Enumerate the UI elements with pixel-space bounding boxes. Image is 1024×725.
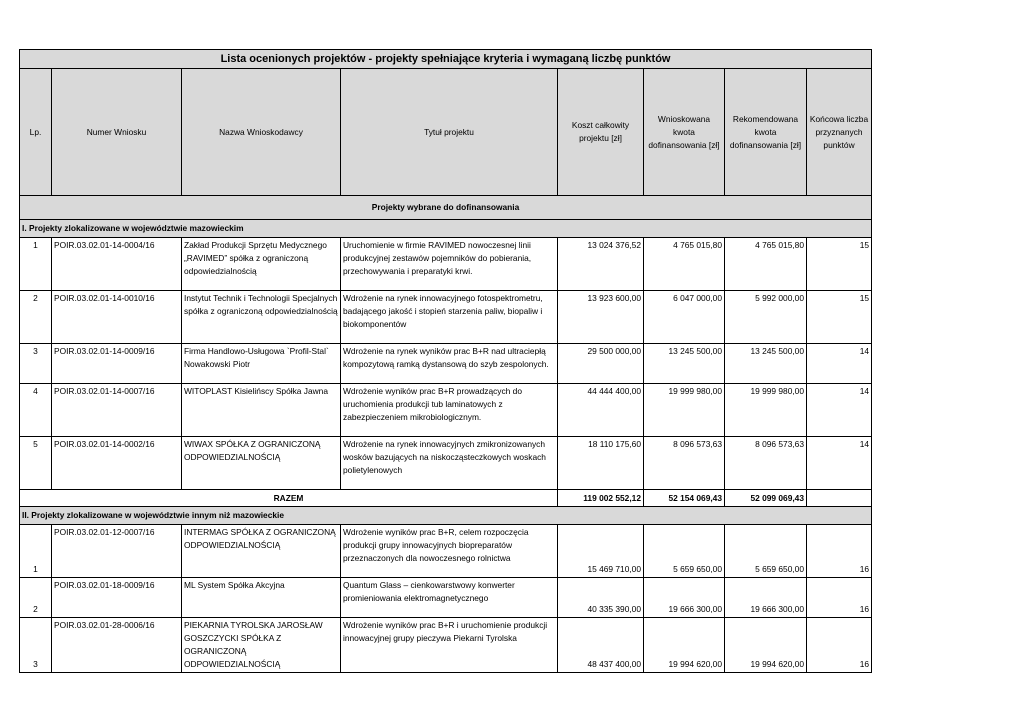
cell-wnioskowana: 5 659 650,00 <box>644 525 725 578</box>
cell-koszt: 44 444 400,00 <box>558 384 644 437</box>
header-numer: Numer Wniosku <box>52 69 182 196</box>
cell-rekomendowana: 4 765 015,80 <box>725 238 807 291</box>
table-row <box>20 618 872 673</box>
total-koszt: 119 002 552,12 <box>558 490 644 507</box>
cell-wnioskowana: 13 245 500,00 <box>644 344 725 384</box>
cell-nazwa: Instytut Technik i Technologii Specjalnych spółka z ograniczoną odpowiedzialnością <box>182 291 341 344</box>
cell-nazwa: WIWAX SPÓŁKA Z OGRANICZONĄ ODPOWIEDZIALNOŚCIĄ <box>182 437 341 490</box>
cell-numer: POIR.03.02.01-14-0004/16 <box>52 238 182 291</box>
subtitle-row <box>20 196 872 220</box>
cell-nazwa: Firma Handlowo-Usługowa `Profil-Stal` Nowakowski Piotr <box>182 344 341 384</box>
cell-koszt: 15 469 710,00 <box>558 525 644 578</box>
cell-numer: POIR.03.02.01-14-0007/16 <box>52 384 182 437</box>
cell-punkty: 16 <box>807 525 872 578</box>
cell-numer: POIR.03.02.01-18-0009/16 <box>52 578 182 618</box>
cell-koszt: 18 110 175,60 <box>558 437 644 490</box>
header-nazwa: Nazwa Wnioskodawcy <box>182 69 341 196</box>
subtitle: Projekty wybrane do dofinansowania <box>20 196 872 220</box>
cell-rekomendowana: 5 992 000,00 <box>725 291 807 344</box>
title-row <box>20 50 872 69</box>
table-title: Lista ocenionych projektów - projekty spełniające kryteria i wymaganą liczbę punktów <box>20 50 872 69</box>
cell-koszt: 48 437 400,00 <box>558 618 644 673</box>
table-row <box>20 384 872 437</box>
table-row <box>20 437 872 490</box>
cell-rekomendowana: 19 994 620,00 <box>725 618 807 673</box>
cell-numer: POIR.03.02.01-14-0009/16 <box>52 344 182 384</box>
cell-tytul: Uruchomienie w firmie RAVIMED nowoczesnej linii produkcyjnej zestawów pojemników do pobierania, przechowywania i preparatyki krwi. <box>341 238 558 291</box>
cell-koszt: 13 923 600,00 <box>558 291 644 344</box>
cell-tytul: Quantum Glass – cienkowarstwowy konwerter promieniowania elektromagnetycznego <box>341 578 558 618</box>
cell-koszt: 13 024 376,52 <box>558 238 644 291</box>
cell-wnioskowana: 8 096 573,63 <box>644 437 725 490</box>
header-tytul: Tytuł projektu <box>341 69 558 196</box>
cell-lp: 4 <box>20 384 52 437</box>
table-row <box>20 238 872 291</box>
cell-tytul: Wdrożenie na rynek innowacyjnych zmikronizowanych wosków bazujących na niskocząsteczkowych woskach polietylenowych <box>341 437 558 490</box>
header-row <box>20 69 872 196</box>
cell-rekomendowana: 19 999 980,00 <box>725 384 807 437</box>
cell-wnioskowana: 6 047 000,00 <box>644 291 725 344</box>
cell-lp: 2 <box>20 291 52 344</box>
cell-punkty: 16 <box>807 578 872 618</box>
header-lp: Lp. <box>20 69 52 196</box>
table-row <box>20 578 872 618</box>
header-wnioskowana: Wnioskowana kwota dofinansowania [zł] <box>644 69 725 196</box>
cell-rekomendowana: 5 659 650,00 <box>725 525 807 578</box>
cell-rekomendowana: 19 666 300,00 <box>725 578 807 618</box>
cell-wnioskowana: 19 994 620,00 <box>644 618 725 673</box>
total-row <box>20 490 872 507</box>
section2-label: II. Projekty zlokalizowane w województwie innym niż mazowieckie <box>20 507 872 525</box>
cell-wnioskowana: 4 765 015,80 <box>644 238 725 291</box>
cell-numer: POIR.03.02.01-12-0007/16 <box>52 525 182 578</box>
total-rekomendowana: 52 099 069,43 <box>725 490 807 507</box>
cell-numer: POIR.03.02.01-14-0002/16 <box>52 437 182 490</box>
section1-label: I. Projekty zlokalizowane w województwie mazowieckim <box>20 220 872 238</box>
cell-tytul: Wdrożenie wyników prac B+R i uruchomienie produkcji innowacyjnej grupy pieczywa Piekarni Tyrolska <box>341 618 558 673</box>
cell-lp: 5 <box>20 437 52 490</box>
cell-lp: 3 <box>20 344 52 384</box>
cell-punkty: 15 <box>807 238 872 291</box>
cell-koszt: 29 500 000,00 <box>558 344 644 384</box>
cell-rekomendowana: 13 245 500,00 <box>725 344 807 384</box>
cell-punkty: 15 <box>807 291 872 344</box>
cell-koszt: 40 335 390,00 <box>558 578 644 618</box>
cell-nazwa: WITOPLAST Kisielińscy Spółka Jawna <box>182 384 341 437</box>
cell-nazwa: INTERMAG SPÓŁKA Z OGRANICZONĄ ODPOWIEDZIALNOŚCIĄ <box>182 525 341 578</box>
cell-punkty: 14 <box>807 384 872 437</box>
cell-tytul: Wdrożenie wyników prac B+R prowadzących do uruchomienia produkcji tub laminatowych z zabezpieczeniem mikrobiologicznym. <box>341 384 558 437</box>
cell-punkty: 14 <box>807 344 872 384</box>
cell-tytul: Wdrożenie wyników prac B+R, celem rozpoczęcia produkcji grupy innowacyjnych biopreparatów przeznaczonych dla nowoczesnego rolnictwa <box>341 525 558 578</box>
cell-lp: 3 <box>20 618 52 673</box>
header-punkty: Końcowa liczba przyznanych punktów <box>807 69 872 196</box>
cell-rekomendowana: 8 096 573,63 <box>725 437 807 490</box>
cell-nazwa: PIEKARNIA TYROLSKA JAROSŁAW GOSZCZYCKI SPÓŁKA Z OGRANICZONĄ ODPOWIEDZIALNOŚCIĄ <box>182 618 341 673</box>
total-punkty <box>807 490 872 507</box>
cell-numer: POIR.03.02.01-14-0010/16 <box>52 291 182 344</box>
table-row <box>20 291 872 344</box>
header-rekomendowana: Rekomendowana kwota dofinansowania [zł] <box>725 69 807 196</box>
project-list-table <box>19 49 872 673</box>
cell-punkty: 16 <box>807 618 872 673</box>
cell-tytul: Wdrożenie na rynek wyników prac B+R nad ultraciepłą kompozytową ramką dystansową do szyb zespolonych. <box>341 344 558 384</box>
cell-lp: 1 <box>20 238 52 291</box>
cell-numer: POIR.03.02.01-28-0006/16 <box>52 618 182 673</box>
cell-wnioskowana: 19 666 300,00 <box>644 578 725 618</box>
total-wnioskowana: 52 154 069,43 <box>644 490 725 507</box>
total-label: RAZEM <box>20 490 558 507</box>
cell-lp: 2 <box>20 578 52 618</box>
cell-nazwa: ML System Spółka Akcyjna <box>182 578 341 618</box>
table-row <box>20 525 872 578</box>
cell-lp: 1 <box>20 525 52 578</box>
cell-tytul: Wdrożenie na rynek innowacyjnego fotospektrometru, badającego jakość i stopień starzenia paliw, biopaliw i biokomponentów <box>341 291 558 344</box>
cell-nazwa: Zakład Produkcji Sprzętu Medycznego „RAVIMED” spółka z ograniczoną odpowiedzialnością <box>182 238 341 291</box>
section-row <box>20 220 872 238</box>
section-row <box>20 507 872 525</box>
table-row <box>20 344 872 384</box>
header-koszt: Koszt całkowity projektu [zł] <box>558 69 644 196</box>
cell-wnioskowana: 19 999 980,00 <box>644 384 725 437</box>
cell-punkty: 14 <box>807 437 872 490</box>
